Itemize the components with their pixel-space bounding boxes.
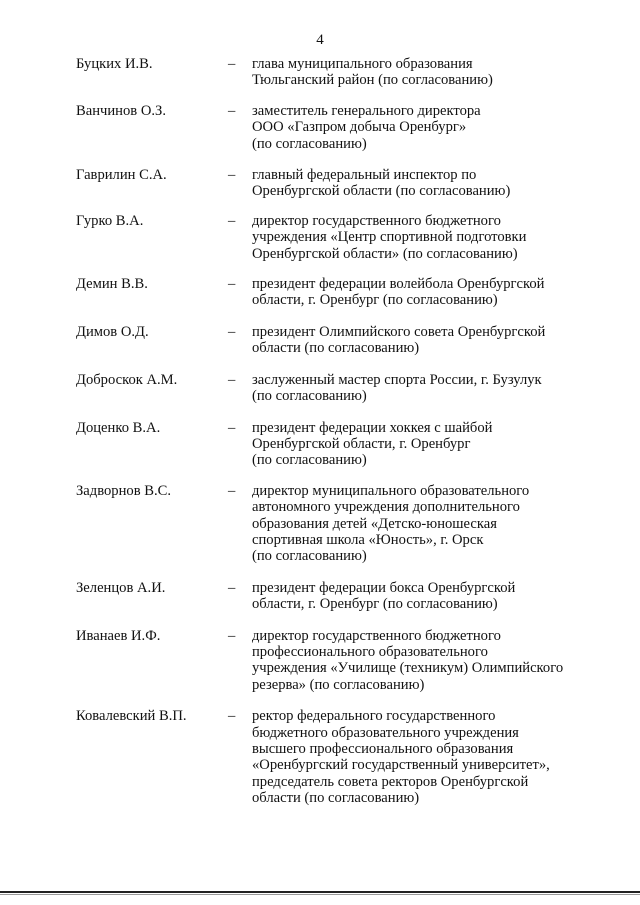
list-item (76, 213, 596, 262)
page-bottom-border-shadow (0, 894, 640, 895)
member-name: Иванаев И.Ф. (76, 627, 161, 644)
member-name: Доценко В.А. (76, 419, 161, 436)
member-name: Ванчинов О.З. (76, 102, 166, 119)
list-item (76, 167, 596, 200)
dash-separator: – (228, 708, 236, 725)
member-name: Задворнов В.С. (76, 482, 172, 499)
list-item (76, 103, 596, 152)
dash-separator: – (228, 371, 236, 388)
member-name: Доброскок А.М. (76, 371, 178, 388)
list-item (76, 324, 596, 357)
dash-separator: – (228, 102, 236, 119)
list-item (76, 56, 596, 89)
list-item (76, 483, 596, 565)
list-item (76, 580, 596, 613)
member-name: Буцких И.В. (76, 56, 153, 72)
page-number: 4 (316, 32, 324, 48)
member-position: директор муниципального образовательного автономного учреждения дополнительного образования детей «Детско-юношеская спортивная школа «Юность», г. Орск (по согласованию) (252, 482, 530, 565)
member-name: Гаврилин С.А. (76, 167, 167, 184)
member-position: ректор федерального государственного бюджетного образовательного учреждения высшего профессионального образования «Оренбургский государственный университет», председатель совета ректоров Оренбургской области (по согласованию) (252, 708, 550, 807)
list-item (76, 276, 596, 309)
member-name: Гурко В.А. (76, 212, 144, 229)
dash-separator: – (228, 579, 236, 596)
dash-separator: – (228, 627, 236, 644)
member-position: глава муниципального образования Тюльганский район (по согласованию) (252, 56, 493, 89)
member-position: директор государственного бюджетного профессионального образовательного учреждения «Училище (техникум) Олимпийского резерва» (по согласованию) (252, 627, 564, 693)
member-position: президент федерации хоккея с шайбой Оренбургской области, г. Оренбург (по согласованию) (252, 419, 493, 469)
member-position: президент Олимпийского совета Оренбургской области (по согласованию) (252, 323, 546, 357)
member-position: заместитель генерального директора ООО «Газпром добыча Оренбург» (по согласованию) (252, 102, 481, 152)
dash-separator: – (228, 482, 236, 499)
list-item (76, 628, 596, 694)
dash-separator: – (228, 276, 236, 293)
dash-separator: – (228, 167, 236, 184)
member-position: президент федерации бокса Оренбургской области, г. Оренбург (по согласованию) (252, 579, 516, 613)
member-position: директор государственного бюджетного учреждения «Центр спортивной подготовки Оренбургской области» (по согласованию) (252, 212, 527, 262)
list-item (76, 708, 596, 806)
dash-separator: – (228, 212, 236, 229)
list-item (76, 420, 596, 469)
member-name: Зеленцов А.И. (76, 579, 166, 596)
member-position: главный федеральный инспектор по Оренбургской области (по согласованию) (252, 167, 511, 200)
member-position: заслуженный мастер спорта России, г. Бузулук (по согласованию) (252, 371, 542, 405)
dash-separator: – (228, 323, 236, 340)
member-name: Демин В.В. (76, 276, 148, 293)
member-position: президент федерации волейбола Оренбургской области, г. Оренбург (по согласованию) (252, 276, 545, 309)
dash-separator: – (228, 419, 236, 436)
member-list (76, 56, 596, 807)
list-item (76, 372, 596, 405)
member-name: Димов О.Д. (76, 323, 149, 340)
member-name: Ковалевский В.П. (76, 708, 187, 725)
page-bottom-border (0, 891, 640, 893)
dash-separator: – (228, 56, 236, 72)
